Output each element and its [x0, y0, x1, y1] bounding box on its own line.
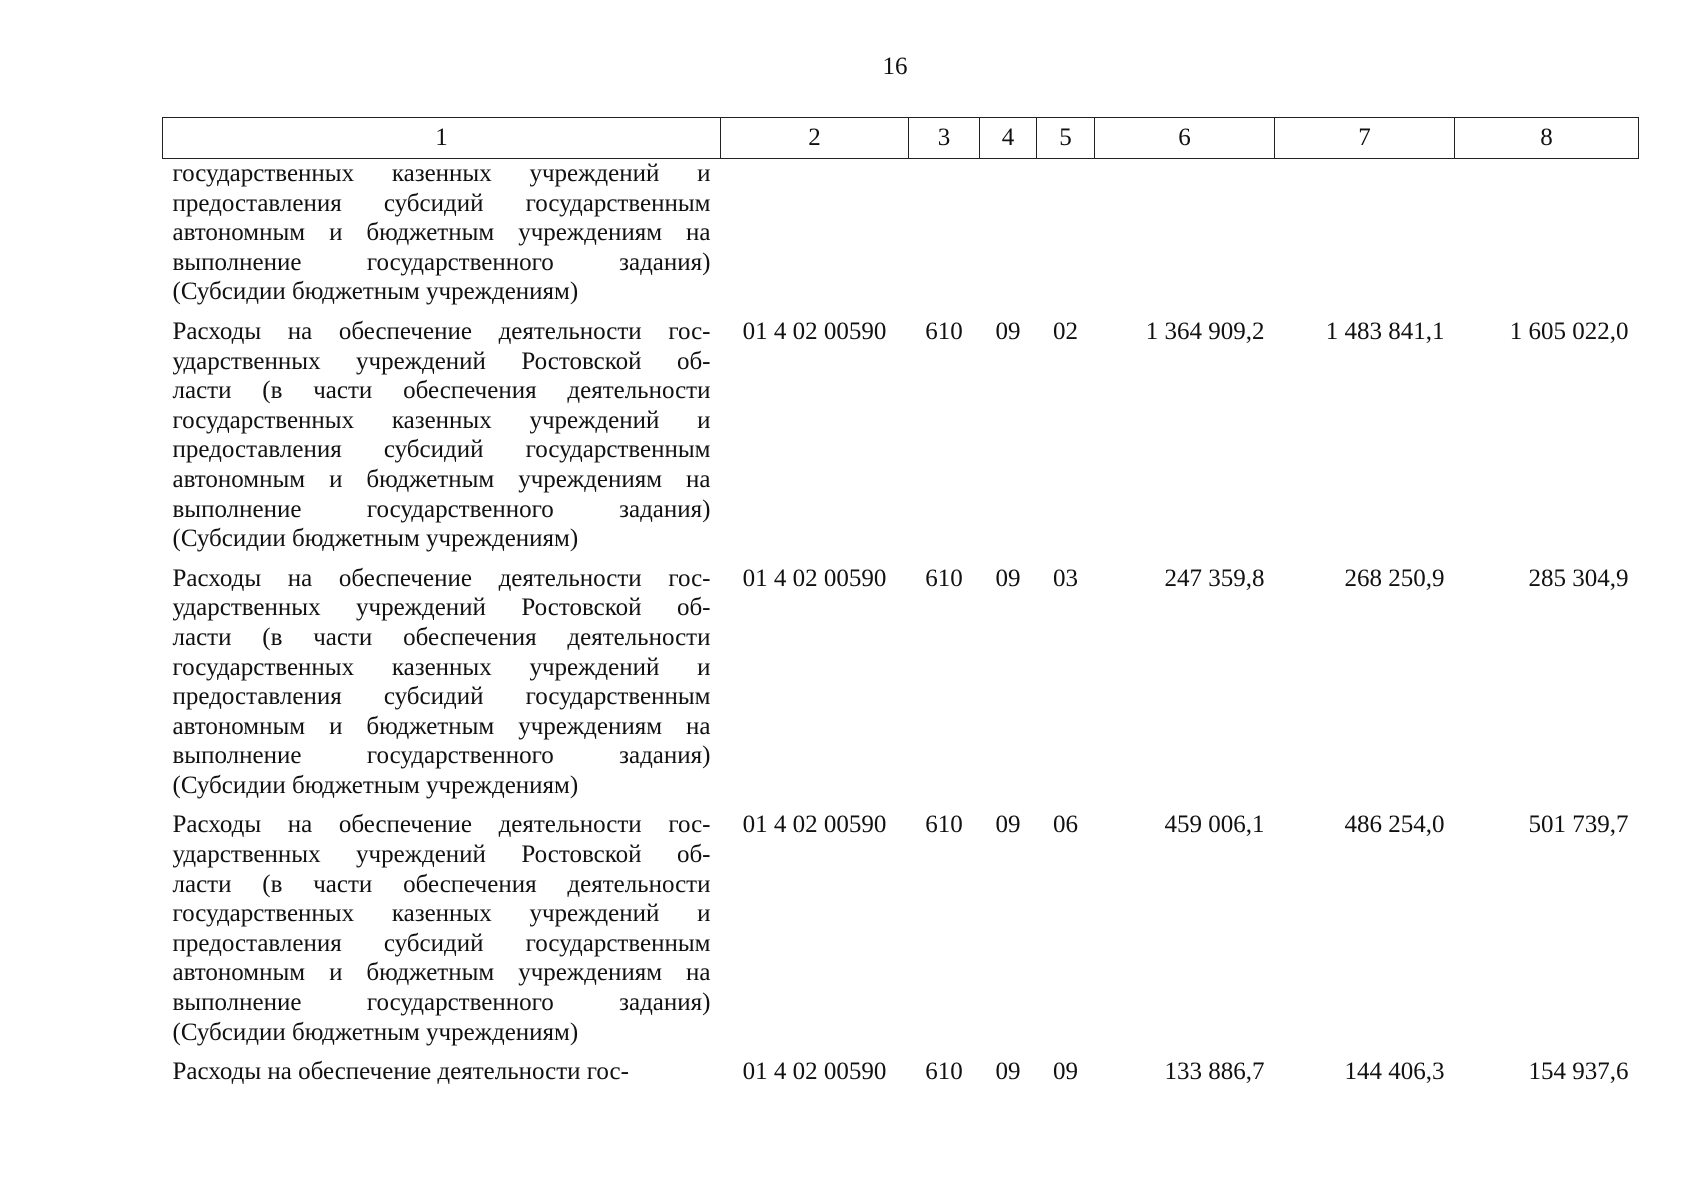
- amount-year-3: 285 304,9: [1528, 564, 1629, 592]
- subsection-code: 09: [1053, 1058, 1078, 1086]
- description-line: автономным и бюджетным учреждениям на: [172, 959, 711, 987]
- amount-year-1: 1 364 909,2: [1145, 317, 1265, 345]
- description-line: ласти (в части обеспечения деятельности: [172, 623, 711, 651]
- amount-year-2: 144 406,3: [1344, 1058, 1445, 1086]
- column-header-4: 4: [980, 118, 1037, 159]
- description-line: предоставления субсидий государственным: [172, 436, 711, 464]
- description-line: ударственных учреждений Ростовской об-: [172, 347, 711, 375]
- amount-year-1: 459 006,1: [1164, 811, 1265, 839]
- description-line: Расходы на обеспечение деятельности гос-: [172, 564, 711, 592]
- amount-year-3: 1 605 022,0: [1509, 317, 1629, 345]
- description-line: ударственных учреждений Ростовской об-: [172, 594, 711, 622]
- target-article-code: 01 4 02 00590: [742, 1058, 887, 1086]
- column-header-6: 6: [1095, 118, 1275, 159]
- row-spacer: [163, 800, 1639, 810]
- description-line: Расходы на обеспечение деятельности гос-: [172, 317, 711, 345]
- expense-description: [163, 317, 721, 554]
- table-row: [163, 564, 1639, 801]
- amount-year-2: 268 250,9: [1344, 564, 1445, 592]
- description-line: (Субсидии бюджетным учреждениям): [172, 278, 579, 306]
- amount-year-1: 133 886,7: [1164, 1058, 1265, 1086]
- amount-year-1: 247 359,8: [1164, 564, 1265, 592]
- description-line: ударственных учреждений Ростовской об-: [172, 841, 711, 869]
- table-body: [163, 159, 1639, 1087]
- row-spacer: [163, 1047, 1639, 1057]
- description-line: государственных казенных учреждений и: [172, 406, 711, 434]
- target-article-code: 01 4 02 00590: [742, 811, 887, 839]
- column-header-7: 7: [1275, 118, 1455, 159]
- section-code: 09: [995, 317, 1021, 345]
- column-header-5: 5: [1037, 118, 1095, 159]
- description-line: государственных казенных учреждений и: [172, 160, 711, 187]
- description-line: предоставления субсидий государственным: [172, 189, 711, 217]
- table-row: [163, 810, 1639, 1047]
- description-line: (Субсидии бюджетным учреждениям): [172, 525, 579, 553]
- expense-description: [163, 810, 721, 1047]
- subsection-code: 02: [1053, 317, 1078, 345]
- column-header-2: 2: [721, 118, 909, 159]
- description-line: Расходы на обеспечение деятельности гос-: [172, 1058, 629, 1086]
- expense-type-code: 610: [925, 317, 963, 345]
- row-spacer: [163, 307, 1639, 317]
- amount-year-2: 486 254,0: [1344, 811, 1445, 839]
- section-code: 09: [995, 811, 1021, 839]
- description-line: (Субсидии бюджетным учреждениям): [172, 1018, 579, 1046]
- description-line: автономным и бюджетным учреждениям на: [172, 712, 711, 740]
- description-line: Расходы на обеспечение деятельности гос-: [172, 811, 711, 839]
- expense-description: [163, 564, 721, 801]
- page-number: 16: [882, 53, 908, 80]
- column-header-8: 8: [1455, 118, 1639, 159]
- amount-year-2: 1 483 841,1: [1325, 317, 1445, 345]
- description-line: ласти (в части обеспечения деятельности: [172, 870, 711, 898]
- table-row: [163, 1057, 1639, 1087]
- amount-year-3: 154 937,6: [1528, 1058, 1629, 1086]
- expense-description: [163, 1057, 721, 1087]
- description-line: выполнение государственного задания): [172, 989, 711, 1017]
- description-line: ласти (в части обеспечения деятельности: [172, 377, 711, 405]
- target-article-code: 01 4 02 00590: [742, 317, 887, 345]
- description-line: выполнение государственного задания): [172, 248, 711, 276]
- expense-type-code: 610: [925, 564, 963, 592]
- description-line: (Субсидии бюджетным учреждениям): [172, 771, 579, 799]
- description-line: выполнение государственного задания): [172, 495, 711, 523]
- subsection-code: 06: [1053, 811, 1078, 839]
- expense-type-code: 610: [925, 1058, 963, 1086]
- section-code: 09: [995, 564, 1021, 592]
- column-header-3: 3: [909, 118, 980, 159]
- column-header-1: 1: [163, 118, 721, 159]
- section-code: 09: [995, 1058, 1021, 1086]
- description-line: предоставления субсидий государственным: [172, 929, 711, 957]
- description-line: автономным и бюджетным учреждениям на: [172, 465, 711, 493]
- description-line: государственных казенных учреждений и: [172, 653, 711, 681]
- budget-table: [162, 117, 1639, 1087]
- description-line: государственных казенных учреждений и: [172, 900, 711, 928]
- amount-year-3: 501 739,7: [1528, 811, 1629, 839]
- description-line: автономным и бюджетным учреждениям на: [172, 219, 711, 247]
- table-row: [163, 317, 1639, 554]
- subsection-code: 03: [1053, 564, 1078, 592]
- header-row: [163, 118, 1639, 159]
- description-line: выполнение государственного задания): [172, 742, 711, 770]
- row-spacer: [163, 554, 1639, 564]
- target-article-code: 01 4 02 00590: [742, 564, 887, 592]
- continuation-description: [163, 159, 721, 307]
- description-line: предоставления субсидий государственным: [172, 683, 711, 711]
- continuation-row: [163, 159, 1639, 307]
- expense-type-code: 610: [925, 811, 963, 839]
